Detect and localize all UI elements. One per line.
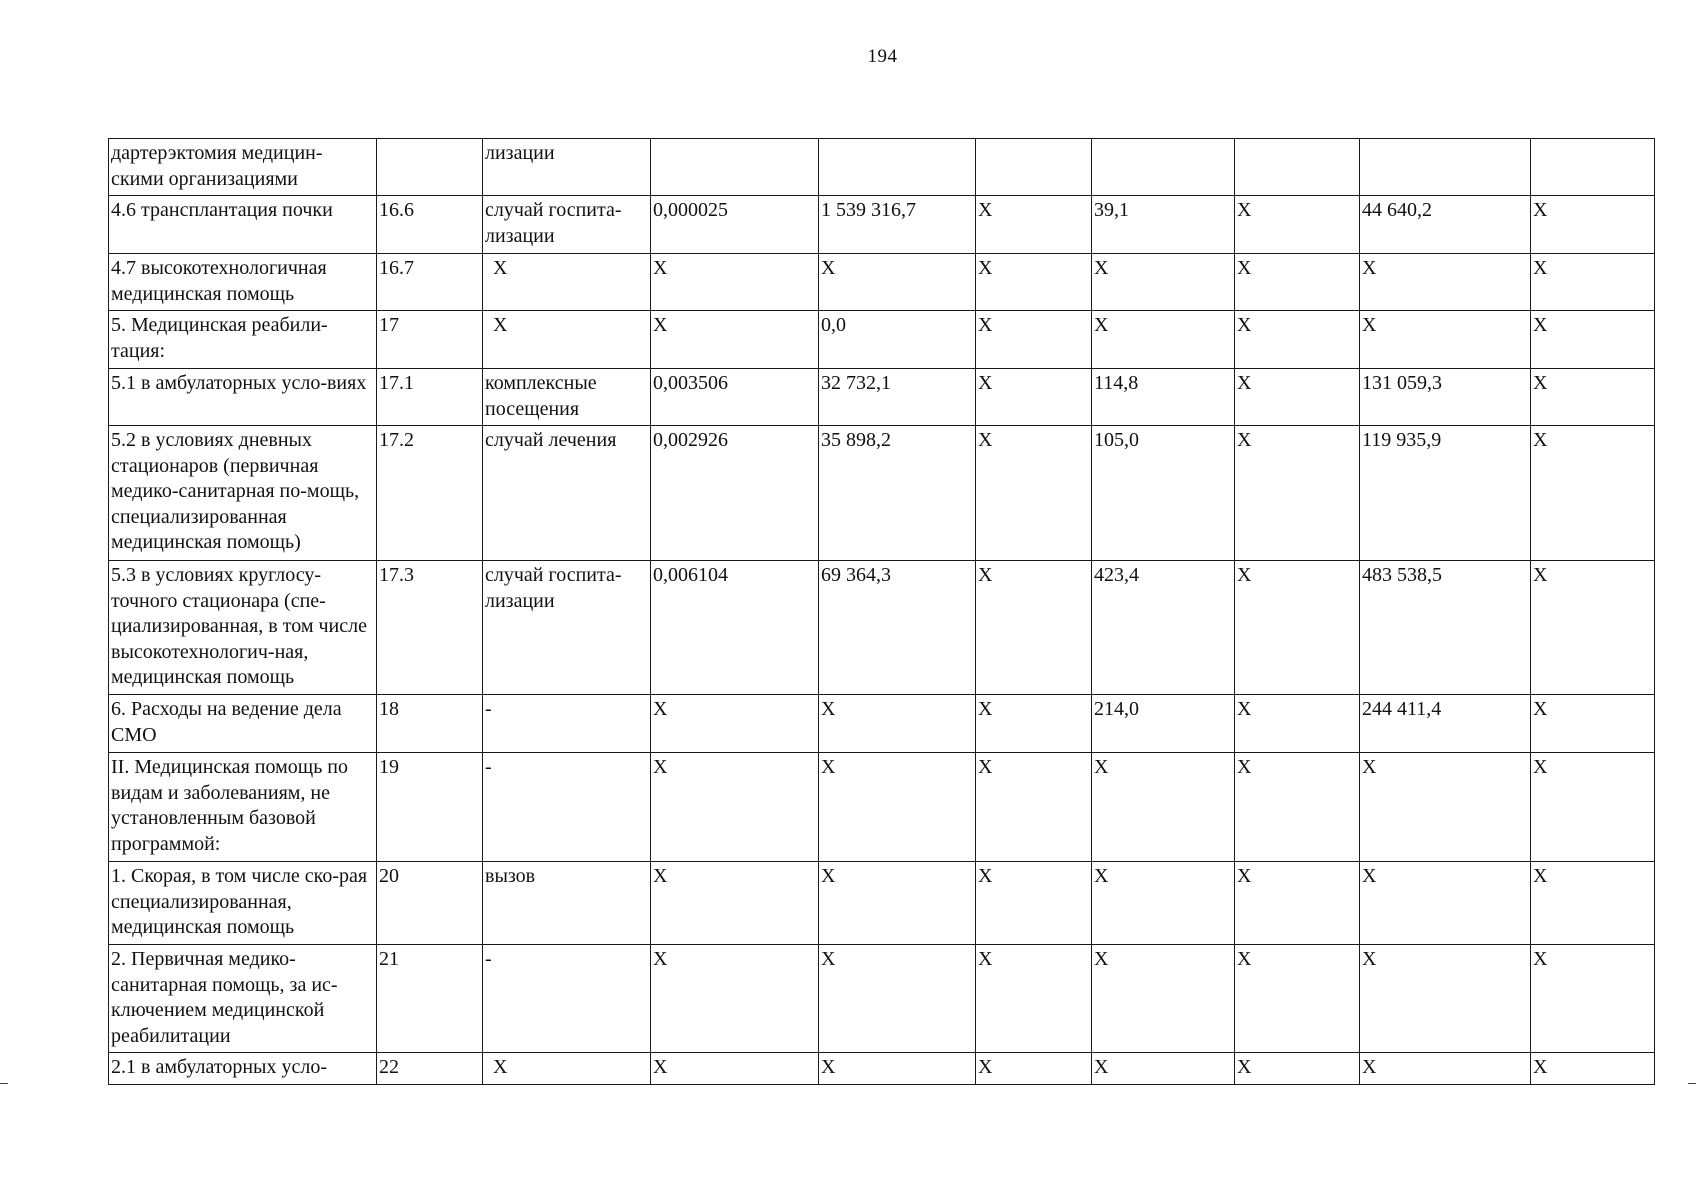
cell-cost-norm: X (819, 862, 976, 945)
cell-budget-per-capita: X (976, 311, 1092, 369)
cell-unit: X (483, 1053, 651, 1085)
cell-indicator-name: 5.1 в амбулаторных усло-виях (109, 369, 377, 426)
cell-budget-per-capita: X (976, 695, 1092, 753)
cell-share: X (1531, 426, 1655, 561)
cell-unit: - (483, 945, 651, 1053)
cell-oms-total: X (1360, 945, 1531, 1053)
cell-cost-norm: X (819, 695, 976, 753)
cell-budget-total: X (1235, 695, 1360, 753)
cell-cost-norm: 69 364,3 (819, 561, 976, 695)
cell-cost-norm: X (819, 753, 976, 862)
cell-indicator-name: 4.7 высокотехнологичная медицинская помощь (109, 254, 377, 311)
cell-volume-norm: X (651, 862, 819, 945)
cell-row-number: 17 (377, 311, 483, 369)
cell-row-number: 16.6 (377, 196, 483, 254)
cell-oms-per-capita: X (1092, 1053, 1235, 1085)
cell-oms-total (1360, 139, 1531, 196)
cell-volume-norm: 0,002926 (651, 426, 819, 561)
cell-unit: - (483, 695, 651, 753)
cell-volume-norm: 0,000025 (651, 196, 819, 254)
cell-volume-norm: 0,003506 (651, 369, 819, 426)
cell-volume-norm: X (651, 254, 819, 311)
cell-indicator-name: 1. Скорая, в том числе ско-рая специализированная, медицинская помощь (109, 862, 377, 945)
cell-budget-total: X (1235, 1053, 1360, 1085)
cell-volume-norm: X (651, 945, 819, 1053)
cell-row-number: 20 (377, 862, 483, 945)
cell-share: X (1531, 196, 1655, 254)
cell-cost-norm: X (819, 1053, 976, 1085)
cell-oms-total: 244 411,4 (1360, 695, 1531, 753)
cell-budget-per-capita: X (976, 254, 1092, 311)
table-row (109, 862, 1655, 945)
table-row (109, 139, 1655, 196)
cell-unit: вызов (483, 862, 651, 945)
table-body (109, 139, 1655, 1085)
cell-indicator-name: 5.2 в условиях дневных стационаров (первичная медико-санитарная по-мощь, специализированная медицинская помощь) (109, 426, 377, 561)
cell-share: X (1531, 945, 1655, 1053)
cell-volume-norm (651, 139, 819, 196)
cell-oms-per-capita: 214,0 (1092, 695, 1235, 753)
cell-budget-per-capita: X (976, 945, 1092, 1053)
cell-budget-per-capita: X (976, 1053, 1092, 1085)
cell-oms-per-capita: X (1092, 945, 1235, 1053)
cell-row-number (377, 139, 483, 196)
cell-indicator-name: 4.6 трансплантация почки (109, 196, 377, 254)
table-row (109, 369, 1655, 426)
cell-oms-total: X (1360, 862, 1531, 945)
cell-budget-total: X (1235, 753, 1360, 862)
cell-oms-total: 44 640,2 (1360, 196, 1531, 254)
cell-row-number: 17.2 (377, 426, 483, 561)
table-row (109, 561, 1655, 695)
cell-oms-per-capita: X (1092, 862, 1235, 945)
cell-share: X (1531, 1053, 1655, 1085)
cell-indicator-name: 6. Расходы на ведение дела СМО (109, 695, 377, 753)
cell-row-number: 17.3 (377, 561, 483, 695)
cell-oms-per-capita: 39,1 (1092, 196, 1235, 254)
cell-share: X (1531, 311, 1655, 369)
cell-unit: X (483, 311, 651, 369)
cell-unit: - (483, 753, 651, 862)
cell-oms-total: 119 935,9 (1360, 426, 1531, 561)
cell-share: X (1531, 862, 1655, 945)
cell-oms-total: X (1360, 254, 1531, 311)
cell-oms-per-capita: X (1092, 311, 1235, 369)
cell-volume-norm: X (651, 1053, 819, 1085)
cell-volume-norm: X (651, 753, 819, 862)
cell-share: X (1531, 753, 1655, 862)
cell-indicator-name: 5. Медицинская реабили-тация: (109, 311, 377, 369)
cell-budget-total (1235, 139, 1360, 196)
table-row (109, 945, 1655, 1053)
data-table-container (108, 138, 1654, 1085)
cell-cost-norm: 35 898,2 (819, 426, 976, 561)
cell-unit: комплексные посещения (483, 369, 651, 426)
cell-oms-total: X (1360, 1053, 1531, 1085)
cell-indicator-name: 2.1 в амбулаторных усло- (109, 1053, 377, 1085)
table-row (109, 695, 1655, 753)
cell-budget-per-capita: X (976, 862, 1092, 945)
scan-edge-mark-left (0, 1083, 8, 1084)
cell-budget-total: X (1235, 561, 1360, 695)
cell-unit: случай госпита-лизации (483, 196, 651, 254)
cell-unit: случай лечения (483, 426, 651, 561)
cell-indicator-name: дартерэктомия медицин-скими организациями (109, 139, 377, 196)
cell-share: X (1531, 254, 1655, 311)
cell-budget-total: X (1235, 369, 1360, 426)
cell-oms-total: 131 059,3 (1360, 369, 1531, 426)
table-row (109, 1053, 1655, 1085)
cell-budget-per-capita (976, 139, 1092, 196)
cell-cost-norm: 0,0 (819, 311, 976, 369)
cell-volume-norm: 0,006104 (651, 561, 819, 695)
cell-row-number: 17.1 (377, 369, 483, 426)
cell-share: X (1531, 561, 1655, 695)
cell-budget-total: X (1235, 426, 1360, 561)
cell-budget-total: X (1235, 862, 1360, 945)
cell-budget-total: X (1235, 196, 1360, 254)
cell-row-number: 16.7 (377, 254, 483, 311)
cell-unit: лизации (483, 139, 651, 196)
page-number: 194 (867, 46, 898, 67)
cell-indicator-name: II. Медицинская помощь по видам и заболеваниям, не установленным базовой программой: (109, 753, 377, 862)
cell-share (1531, 139, 1655, 196)
cell-budget-per-capita: X (976, 753, 1092, 862)
cell-budget-total: X (1235, 311, 1360, 369)
cell-budget-per-capita: X (976, 426, 1092, 561)
cell-row-number: 22 (377, 1053, 483, 1085)
scan-edge-mark-right (1688, 1083, 1696, 1084)
data-table (108, 138, 1655, 1085)
cell-oms-per-capita (1092, 139, 1235, 196)
cell-cost-norm: X (819, 254, 976, 311)
cell-share: X (1531, 695, 1655, 753)
cell-cost-norm: 32 732,1 (819, 369, 976, 426)
cell-unit: X (483, 254, 651, 311)
cell-oms-total: X (1360, 753, 1531, 862)
cell-volume-norm: X (651, 311, 819, 369)
cell-row-number: 21 (377, 945, 483, 1053)
cell-oms-per-capita: X (1092, 753, 1235, 862)
table-row (109, 311, 1655, 369)
cell-share: X (1531, 369, 1655, 426)
cell-cost-norm (819, 139, 976, 196)
cell-oms-per-capita: 105,0 (1092, 426, 1235, 561)
cell-cost-norm: X (819, 945, 976, 1053)
cell-oms-per-capita: 114,8 (1092, 369, 1235, 426)
cell-oms-total: 483 538,5 (1360, 561, 1531, 695)
table-row (109, 753, 1655, 862)
cell-budget-per-capita: X (976, 369, 1092, 426)
cell-indicator-name: 2. Первичная медико-санитарная помощь, за ис-ключением медицинской реабилитации (109, 945, 377, 1053)
cell-oms-per-capita: X (1092, 254, 1235, 311)
cell-indicator-name: 5.3 в условиях круглосу-точного стационара (спе-циализированная, в том числе высокотехнологич-ная, медицинская помощь (109, 561, 377, 695)
cell-oms-per-capita: 423,4 (1092, 561, 1235, 695)
cell-row-number: 18 (377, 695, 483, 753)
cell-budget-total: X (1235, 945, 1360, 1053)
table-row (109, 196, 1655, 254)
cell-oms-total: X (1360, 311, 1531, 369)
cell-row-number: 19 (377, 753, 483, 862)
cell-volume-norm: X (651, 695, 819, 753)
cell-cost-norm: 1 539 316,7 (819, 196, 976, 254)
table-row (109, 426, 1655, 561)
table-row (109, 254, 1655, 311)
cell-budget-per-capita: X (976, 196, 1092, 254)
cell-budget-per-capita: X (976, 561, 1092, 695)
cell-budget-total: X (1235, 254, 1360, 311)
cell-unit: случай госпита-лизации (483, 561, 651, 695)
